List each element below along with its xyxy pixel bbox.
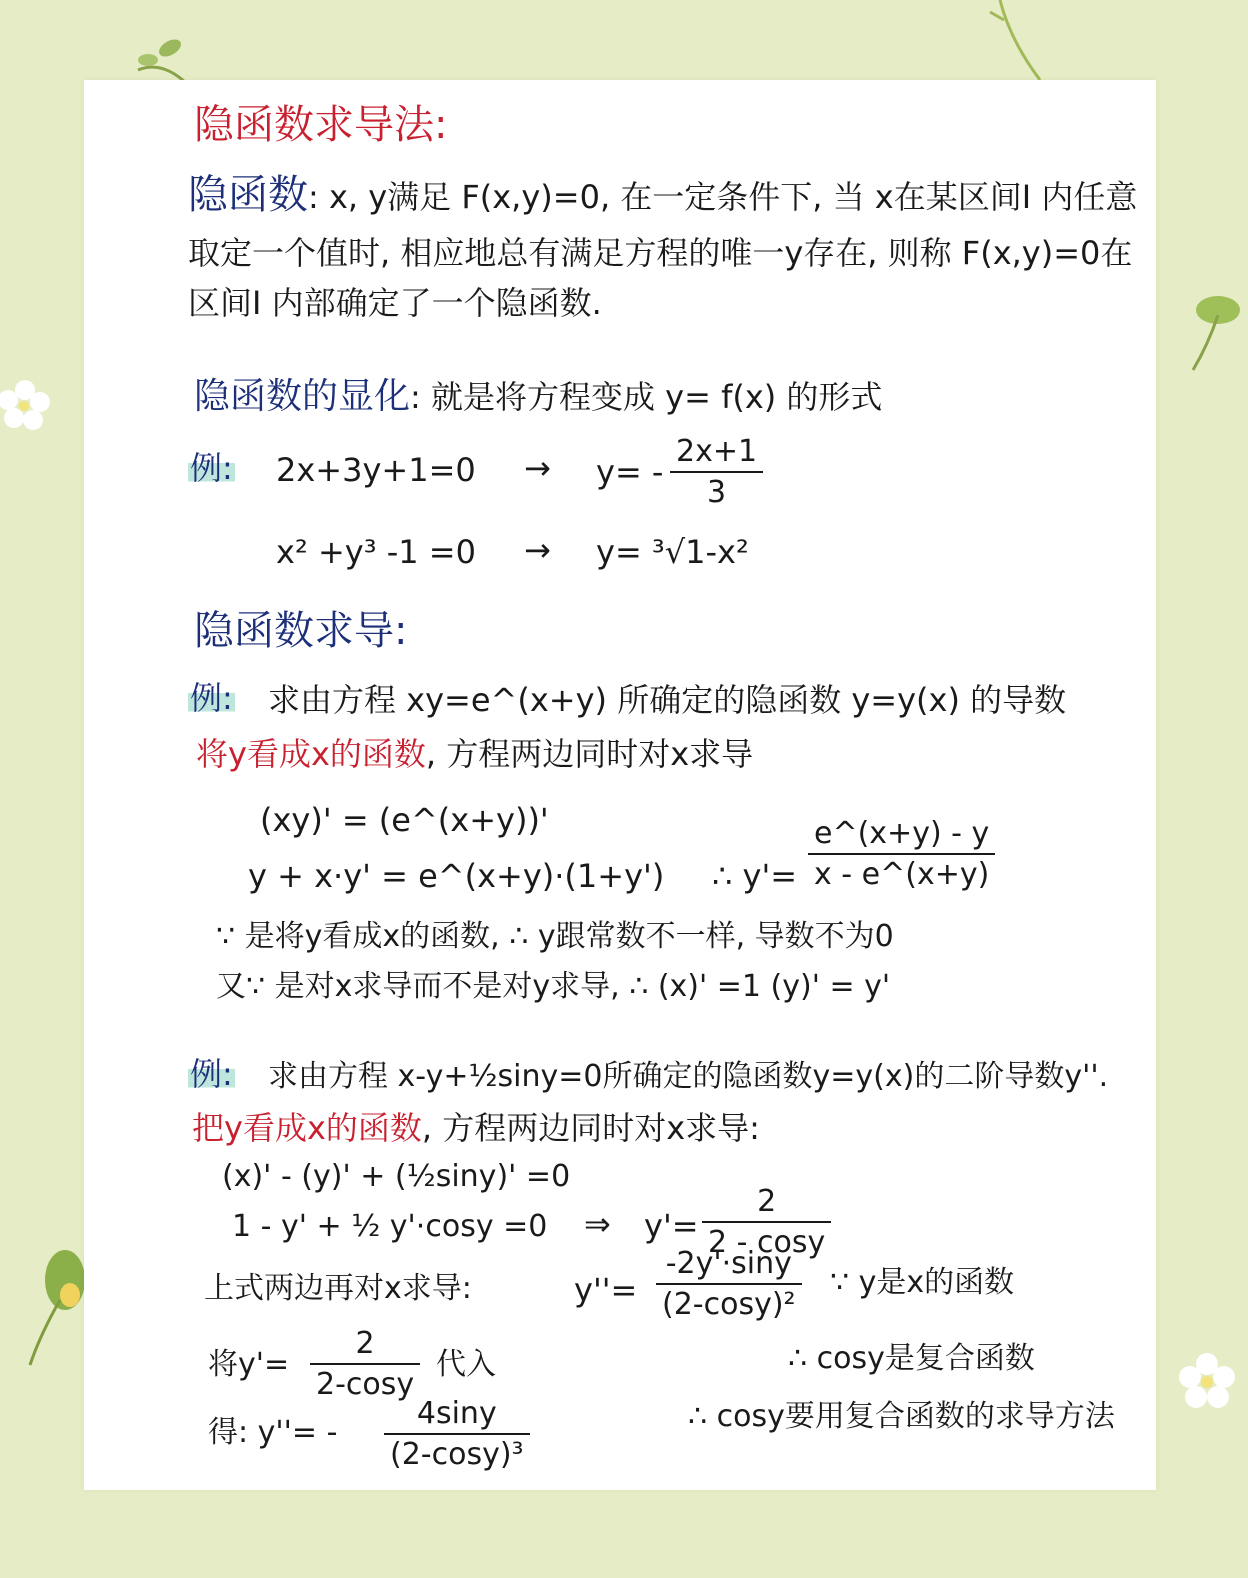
example-c-sub-fraction <box>310 1326 420 1402</box>
example-c-final-lhs: 得: y''= - <box>208 1415 338 1450</box>
leaf-bottom-left-icon <box>20 1240 90 1370</box>
example-a-res1-fraction <box>670 434 763 510</box>
explicit-line <box>194 376 882 417</box>
example-c-note-a: ∵ y是x的函数 <box>830 1265 1015 1300</box>
fraction-numerator: 2 <box>355 1326 375 1361</box>
example-c-arrow: ⇒ <box>584 1205 611 1243</box>
fraction-numerator: 2x+1 <box>676 434 758 469</box>
example-c-label: 例: <box>190 1055 233 1093</box>
fraction-denominator: (2-cosy)² <box>662 1287 796 1322</box>
page-title: 隐函数求导法: <box>194 102 448 148</box>
example-c-note-b: ∴ cosy是复合函数 <box>788 1341 1035 1376</box>
example-b-label: 例: <box>190 679 233 717</box>
fraction-denominator: (2-cosy)³ <box>390 1437 524 1472</box>
definition-text-1: : x, y满足 F(x,y)=0, 在一定条件下, 当 x在某区间I 内任意 <box>308 178 1138 216</box>
example-c-second-label: 上式两边再对x求导: <box>204 1271 472 1306</box>
fraction-denominator: 2-cosy <box>316 1367 415 1402</box>
example-b-step2: y + x·y' = e^(x+y)·(1+y') <box>248 857 665 895</box>
example-b-note1: ∵ 是将y看成x的函数, ∴ y跟常数不一样, 导数不为0 <box>216 919 894 954</box>
example-b-result-fraction <box>808 816 995 892</box>
fraction-denominator: 2 - cosy <box>708 1225 826 1260</box>
fraction-denominator: 3 <box>706 475 727 510</box>
fraction-bar <box>808 853 995 855</box>
example-a-res1-lhs: y= - <box>596 453 664 491</box>
example-a-eq1: 2x+3y+1=0 <box>276 451 476 489</box>
leaf-right-icon <box>1188 285 1248 375</box>
definition-term: 隐函数 <box>188 172 308 218</box>
fraction-bar <box>702 1221 831 1223</box>
example-c-sub-rest: 代入 <box>436 1347 496 1382</box>
example-b-note2: 又∵ 是对x求导而不是对y求导, ∴ (x)' =1 (y)' = y' <box>216 969 891 1004</box>
explicit-term: 隐函数的显化 <box>194 376 411 417</box>
example-c-final-fraction <box>384 1396 530 1472</box>
flower-bottom-right-icon <box>1176 1350 1238 1412</box>
example-c-step2: 1 - y' + ½ y'·cosy =0 <box>232 1209 548 1244</box>
example-a-arrow2: → <box>524 531 551 569</box>
fraction-bar <box>384 1433 530 1435</box>
example-c-sub-lhs: 将y'= <box>208 1347 290 1382</box>
fraction-numerator: 4siny <box>416 1396 497 1431</box>
example-c-ypp-fraction <box>656 1246 802 1322</box>
example-c-note-c: ∴ cosy要用复合函数的求导方法 <box>688 1399 1115 1434</box>
fraction-bar <box>670 471 763 473</box>
note-sheet <box>84 80 1156 1490</box>
example-c-hint <box>192 1110 760 1147</box>
example-c-yprime-lhs: y'= <box>644 1207 699 1245</box>
fraction-bar <box>656 1283 802 1285</box>
example-b-result-lhs: ∴ y'= <box>712 857 798 895</box>
example-c-ypp-lhs: y''= <box>574 1271 638 1309</box>
fraction-numerator: e^(x+y) - y <box>814 816 990 851</box>
fraction-bar <box>310 1363 420 1365</box>
definition-line-1 <box>188 172 1137 218</box>
fraction-numerator: 2 <box>757 1184 777 1219</box>
example-a-arrow1: → <box>524 449 551 487</box>
example-b-hint-rest: , 方程两边同时对x求导 <box>425 735 754 773</box>
branch-top-right-icon <box>980 0 1050 85</box>
example-a-res2: y= ³√1-x² <box>596 533 749 571</box>
example-a-eq2: x² +y³ -1 =0 <box>276 533 476 571</box>
example-b-hint-red: 将y看成x的函数 <box>196 735 426 773</box>
explicit-text: : 就是将方程变成 y= f(x) 的形式 <box>410 378 883 416</box>
definition-line-2: 取定一个值时, 相应地总有满足方程的唯一y存在, 则称 F(x,y)=0在 <box>188 234 1133 272</box>
example-b-step1: (xy)' = (e^(x+y))' <box>260 801 549 839</box>
flower-left-icon <box>0 370 60 440</box>
example-c-hint-red: 把y看成x的函数 <box>192 1109 422 1147</box>
example-c-problem: 求由方程 x-y+½siny=0所确定的隐函数y=y(x)的二阶导数y''. <box>268 1059 1109 1094</box>
example-c-hint-rest: , 方程两边同时对x求导: <box>421 1109 760 1147</box>
example-b-hint <box>196 736 753 773</box>
definition-line-3: 区间I 内部确定了一个隐函数. <box>188 284 602 322</box>
derivative-heading: 隐函数求导: <box>194 608 408 654</box>
example-c-step1: (x)' - (y)' + (½siny)' =0 <box>222 1159 571 1194</box>
fraction-numerator: -2y'·siny <box>665 1246 792 1281</box>
example-b-problem: 求由方程 xy=e^(x+y) 所确定的隐函数 y=y(x) 的导数 <box>268 681 1067 719</box>
fraction-denominator: x - e^(x+y) <box>814 857 990 892</box>
example-a-label: 例: <box>190 449 233 487</box>
